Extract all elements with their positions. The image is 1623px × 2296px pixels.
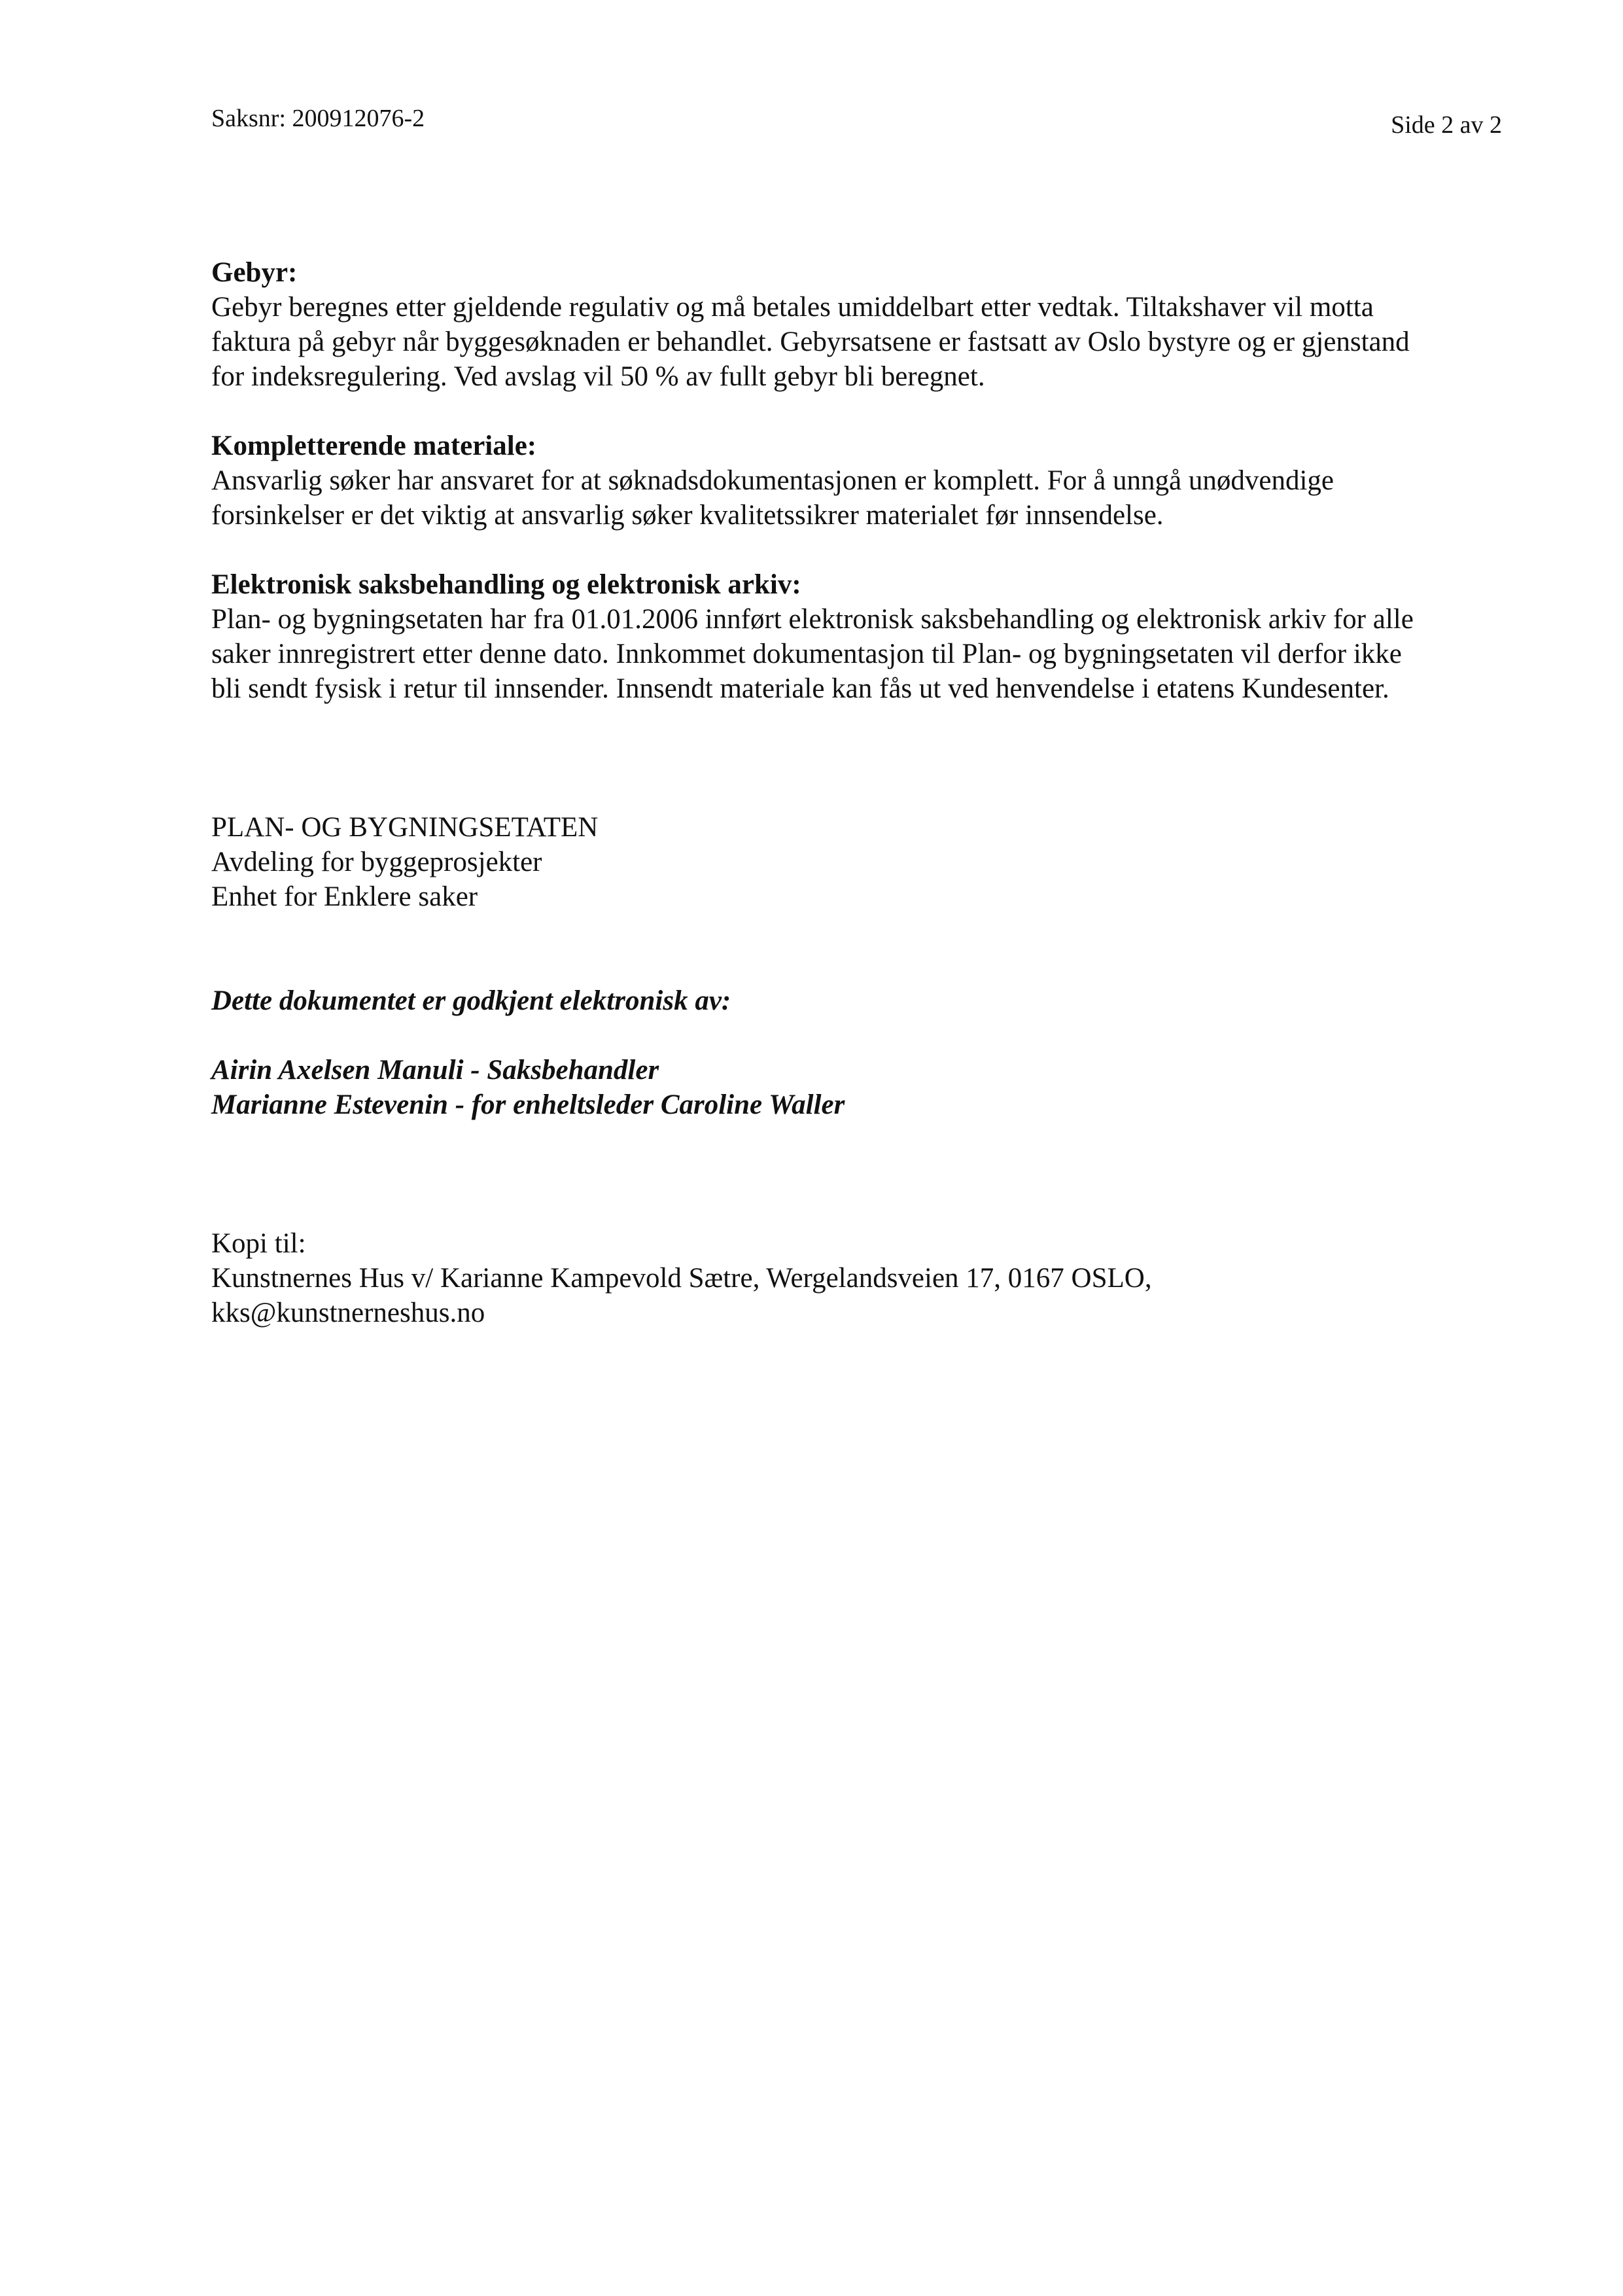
organization-unit: Enhet for Enklere saker <box>211 881 478 912</box>
section-electronic-line-2: saker innregistrert etter denne dato. Innkommet dokumentasjon til Plan- og bygningsetaten vil derfor ikke <box>211 639 1402 669</box>
copy-recipient: Kunstnernes Hus v/ Karianne Kampevold Sætre, Wergelandsveien 17, 0167 OSLO, <box>211 1263 1152 1294</box>
approval-block <box>211 983 1507 1122</box>
section-heading-electronic: Elektronisk saksbehandling og elektronisk arkiv: <box>211 569 801 600</box>
section-heading-fee: Gebyr: <box>211 257 298 288</box>
copy-to-block <box>211 1226 1507 1330</box>
page-indicator: Side 2 av 2 <box>1391 111 1502 139</box>
section-supplementary-material <box>211 429 1507 533</box>
organization-block <box>211 810 1507 914</box>
section-electronic-archive <box>211 567 1507 706</box>
organization-name: PLAN- OG BYGNINGSETATEN <box>211 812 599 843</box>
copy-label: Kopi til: <box>211 1228 306 1259</box>
document-body <box>211 255 1507 1330</box>
section-supplementary-line-2: forsinkelser er det viktig at ansvarlig søker kvalitetssikrer materialet før innsendelse. <box>211 500 1164 531</box>
signer-unit-lead: Marianne Estevenin - for enheltsleder Caroline Waller <box>211 1089 845 1120</box>
signers-list <box>211 1053 1507 1122</box>
section-electronic-line-1: Plan- og bygningsetaten har fra 01.01.2006 innført elektronisk saksbehandling og elektronisk arkiv for alle <box>211 604 1414 635</box>
section-fee-line-2: faktura på gebyr når byggesøknaden er behandlet. Gebyrsatsene er fastsatt av Oslo bystyre og er gjenstand <box>211 327 1410 357</box>
section-fee <box>211 255 1507 394</box>
section-fee-line-3: for indeksregulering. Ved avslag vil 50 % av fullt gebyr bli beregnet. <box>211 361 985 392</box>
organization-department: Avdeling for byggeprosjekter <box>211 847 542 877</box>
section-fee-line-1: Gebyr beregnes etter gjeldende regulativ og må betales umiddelbart etter vedtak. Tiltakshaver vil motta <box>211 292 1374 323</box>
copy-email: kks@kunstnerneshus.no <box>211 1298 485 1328</box>
case-number: Saksnr: 200912076-2 <box>211 105 425 132</box>
approval-statement: Dette dokumentet er godkjent elektronisk av: <box>211 985 731 1016</box>
section-supplementary-line-1: Ansvarlig søker har ansvaret for at søknadsdokumentasjonen er komplett. For å unngå unødvendige <box>211 465 1334 496</box>
signer-caseworker: Airin Axelsen Manuli - Saksbehandler <box>211 1055 659 1086</box>
section-heading-supplementary: Kompletterende materiale: <box>211 431 537 461</box>
section-electronic-line-3: bli sendt fysisk i retur til innsender. Innsendt materiale kan fås ut ved henvendelse i etatens Kundesenter. <box>211 673 1389 704</box>
